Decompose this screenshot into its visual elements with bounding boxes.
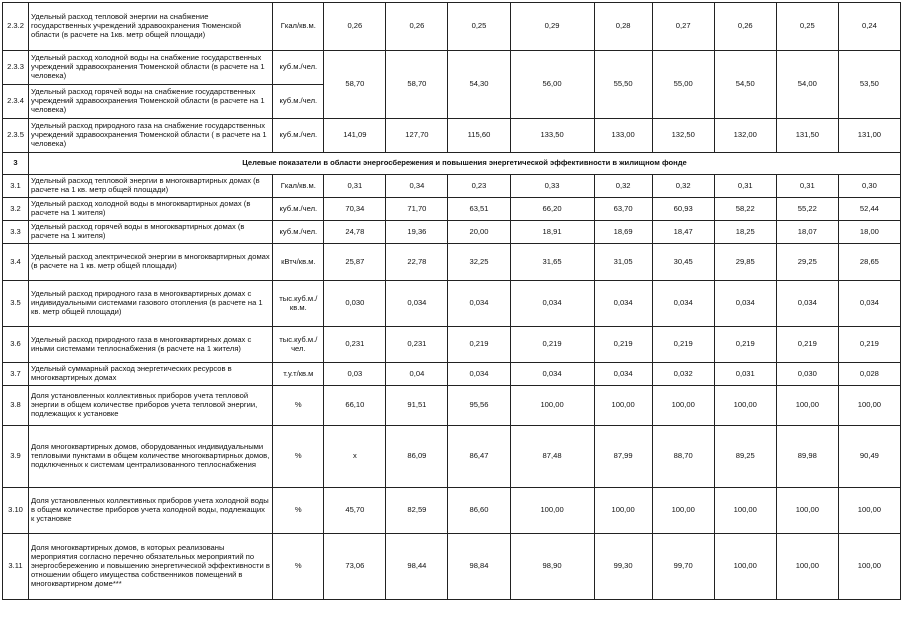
- value-cell: 89,25: [714, 426, 776, 488]
- unit-cell: куб.м./чел.: [273, 221, 324, 244]
- indicator-description: Удельный расход природного газа в многоквартирных домах с индивидуальными системами газового отопления (в расчете на 1 кв. метр общей площади): [29, 281, 273, 327]
- value-cell: 98,90: [510, 534, 594, 600]
- table-row: [3, 244, 901, 281]
- table-row: [3, 175, 901, 198]
- value-cell: 55,22: [776, 198, 838, 221]
- indicator-description: Удельный расход горячей воды в многоквартирных домах (в расчете на 1 жителя): [29, 221, 273, 244]
- value-cell: 29,25: [776, 244, 838, 281]
- value-cell: 55,50: [594, 51, 652, 119]
- unit-cell: куб.м./чел.: [273, 51, 324, 85]
- value-cell: 100,00: [838, 488, 900, 534]
- value-cell: 91,51: [386, 386, 448, 426]
- value-cell: 24,78: [324, 221, 386, 244]
- table-row: [3, 386, 901, 426]
- value-cell: 18,25: [714, 221, 776, 244]
- table-row: [3, 3, 901, 51]
- value-cell: 0,24: [838, 3, 900, 51]
- value-cell: 133,00: [594, 119, 652, 153]
- value-cell: 0,034: [776, 281, 838, 327]
- value-cell: 0,34: [386, 175, 448, 198]
- section-row: [3, 153, 901, 175]
- table-row: [3, 327, 901, 363]
- value-cell: 0,032: [652, 363, 714, 386]
- value-cell: 0,034: [448, 363, 510, 386]
- value-cell: 58,70: [386, 51, 448, 119]
- value-cell: 18,00: [838, 221, 900, 244]
- value-cell: 141,09: [324, 119, 386, 153]
- value-cell: 0,034: [386, 281, 448, 327]
- value-cell: 18,91: [510, 221, 594, 244]
- unit-cell: Гкал/кв.м.: [273, 175, 324, 198]
- row-number: 3.9: [3, 426, 29, 488]
- value-cell: 0,28: [594, 3, 652, 51]
- row-number: 3.3: [3, 221, 29, 244]
- row-number: 3.2: [3, 198, 29, 221]
- value-cell: 71,70: [386, 198, 448, 221]
- value-cell: 89,98: [776, 426, 838, 488]
- value-cell: 19,36: [386, 221, 448, 244]
- value-cell: 0,034: [448, 281, 510, 327]
- row-number: 2.3.2: [3, 3, 29, 51]
- unit-cell: Гкал/кв.м.: [273, 3, 324, 51]
- value-cell: 32,25: [448, 244, 510, 281]
- value-cell: 0,219: [776, 327, 838, 363]
- indicator-description: Удельный расход электрической энергии в многоквартирных домах (в расчете на 1 кв. метр общей площади): [29, 244, 273, 281]
- table-row: [3, 363, 901, 386]
- value-cell: 58,22: [714, 198, 776, 221]
- value-cell: 0,30: [838, 175, 900, 198]
- value-cell: 86,47: [448, 426, 510, 488]
- value-cell: 60,93: [652, 198, 714, 221]
- unit-cell: т.у.т/кв.м: [273, 363, 324, 386]
- value-cell: 100,00: [776, 534, 838, 600]
- row-number: 2.3.3: [3, 51, 29, 85]
- indicator-description: Доля многоквартирных домов, в которых реализованы мероприятия согласно перечню обязательных мероприятий по энергосбережению и повышению энергетической эффективности в отношении общего имущества собственников помещений в многоквартирном доме***: [29, 534, 273, 600]
- value-cell: 56,00: [510, 51, 594, 119]
- value-cell: 0,26: [714, 3, 776, 51]
- value-cell: 0,219: [510, 327, 594, 363]
- value-cell: 87,99: [594, 426, 652, 488]
- value-cell: 0,32: [594, 175, 652, 198]
- value-cell: 98,84: [448, 534, 510, 600]
- value-cell: 20,00: [448, 221, 510, 244]
- value-cell: 0,231: [386, 327, 448, 363]
- unit-cell: тыс.куб.м./чел.: [273, 327, 324, 363]
- row-number: 3.7: [3, 363, 29, 386]
- value-cell: 100,00: [838, 534, 900, 600]
- table-row: [3, 426, 901, 488]
- value-cell: 99,70: [652, 534, 714, 600]
- value-cell: 29,85: [714, 244, 776, 281]
- value-cell: 66,10: [324, 386, 386, 426]
- value-cell: 82,59: [386, 488, 448, 534]
- value-cell: 73,06: [324, 534, 386, 600]
- row-number: 3.6: [3, 327, 29, 363]
- value-cell: 31,65: [510, 244, 594, 281]
- value-cell: 0,034: [510, 363, 594, 386]
- value-cell: 100,00: [594, 386, 652, 426]
- value-cell: 100,00: [652, 386, 714, 426]
- value-cell: 86,09: [386, 426, 448, 488]
- indicator-description: Удельный расход тепловой энергии на снабжение государственных учреждений здравоохранения Тюменской области (в расчете на 1кв. метр общей площади): [29, 3, 273, 51]
- value-cell: 100,00: [776, 488, 838, 534]
- value-cell: 132,50: [652, 119, 714, 153]
- value-cell: 0,034: [594, 281, 652, 327]
- unit-cell: %: [273, 488, 324, 534]
- value-cell: 133,50: [510, 119, 594, 153]
- value-cell: 18,07: [776, 221, 838, 244]
- value-cell: 0,219: [838, 327, 900, 363]
- value-cell: 127,70: [386, 119, 448, 153]
- value-cell: 66,20: [510, 198, 594, 221]
- value-cell: 0,034: [510, 281, 594, 327]
- value-cell: 115,60: [448, 119, 510, 153]
- value-cell: 54,50: [714, 51, 776, 119]
- unit-cell: %: [273, 534, 324, 600]
- value-cell: 0,219: [652, 327, 714, 363]
- unit-cell: %: [273, 386, 324, 426]
- value-cell: 0,31: [324, 175, 386, 198]
- row-number: 3.1: [3, 175, 29, 198]
- indicator-description: Удельный расход холодной воды в многоквартирных домах (в расчете на 1 жителя): [29, 198, 273, 221]
- value-cell: 18,69: [594, 221, 652, 244]
- indicator-description: Удельный расход природного газа на снабжение государственных учреждений здравоохранения Тюменской области ( в расчете на 1 человека): [29, 119, 273, 153]
- value-cell: 18,47: [652, 221, 714, 244]
- value-cell: 0,219: [448, 327, 510, 363]
- unit-cell: куб.м./чел.: [273, 198, 324, 221]
- indicator-description: Удельный расход горячей воды на снабжение государственных учреждений здравоохранения Тюменской области (в расчете на 1 человека): [29, 85, 273, 119]
- value-cell: x: [324, 426, 386, 488]
- value-cell: 100,00: [510, 488, 594, 534]
- value-cell: 0,219: [714, 327, 776, 363]
- value-cell: 54,30: [448, 51, 510, 119]
- value-cell: 131,50: [776, 119, 838, 153]
- section-title: Целевые показатели в области энергосбережения и повышения энергетической эффективности в жилищном фонде: [29, 153, 901, 175]
- value-cell: 0,31: [714, 175, 776, 198]
- table-row: [3, 221, 901, 244]
- value-cell: 53,50: [838, 51, 900, 119]
- value-cell: 0,25: [448, 3, 510, 51]
- unit-cell: куб.м./чел.: [273, 85, 324, 119]
- indicator-description: Удельный расход холодной воды на снабжение государственных учреждений здравоохранения Тюменской области (в расчете на 1 человека): [29, 51, 273, 85]
- indicator-description: Удельный расход тепловой энергии в многоквартирных домах (в расчете на 1 кв. метр общей площади): [29, 175, 273, 198]
- value-cell: 0,27: [652, 3, 714, 51]
- value-cell: 0,231: [324, 327, 386, 363]
- value-cell: 45,70: [324, 488, 386, 534]
- value-cell: 0,23: [448, 175, 510, 198]
- indicator-description: Доля установленных коллективных приборов учета тепловой энергии в общем количестве приборов учета тепловой энергии, подлежащих к установке: [29, 386, 273, 426]
- value-cell: 52,44: [838, 198, 900, 221]
- value-cell: 0,25: [776, 3, 838, 51]
- row-number: 2.3.4: [3, 85, 29, 119]
- value-cell: 100,00: [594, 488, 652, 534]
- value-cell: 54,00: [776, 51, 838, 119]
- value-cell: 90,49: [838, 426, 900, 488]
- table-row: [3, 198, 901, 221]
- row-number: 3.8: [3, 386, 29, 426]
- row-number: 3.11: [3, 534, 29, 600]
- value-cell: 98,44: [386, 534, 448, 600]
- value-cell: 100,00: [714, 534, 776, 600]
- value-cell: 22,78: [386, 244, 448, 281]
- value-cell: 99,30: [594, 534, 652, 600]
- value-cell: 0,219: [594, 327, 652, 363]
- value-cell: 0,028: [838, 363, 900, 386]
- section-number: 3: [3, 153, 29, 175]
- value-cell: 0,26: [324, 3, 386, 51]
- value-cell: 131,00: [838, 119, 900, 153]
- value-cell: 100,00: [510, 386, 594, 426]
- value-cell: 0,33: [510, 175, 594, 198]
- value-cell: 0,034: [652, 281, 714, 327]
- indicators-table: [2, 2, 901, 600]
- value-cell: 95,56: [448, 386, 510, 426]
- value-cell: 86,60: [448, 488, 510, 534]
- value-cell: 28,65: [838, 244, 900, 281]
- row-number: 3.5: [3, 281, 29, 327]
- table-row: [3, 119, 901, 153]
- value-cell: 31,05: [594, 244, 652, 281]
- value-cell: 100,00: [652, 488, 714, 534]
- value-cell: 100,00: [776, 386, 838, 426]
- value-cell: 25,87: [324, 244, 386, 281]
- row-number: 3.4: [3, 244, 29, 281]
- value-cell: 0,034: [714, 281, 776, 327]
- indicator-description: Доля установленных коллективных приборов учета холодной воды в общем количестве приборов учета холодной воды, подлежащих к установке: [29, 488, 273, 534]
- value-cell: 87,48: [510, 426, 594, 488]
- value-cell: 0,031: [714, 363, 776, 386]
- table-row: [3, 51, 901, 85]
- value-cell: 100,00: [714, 386, 776, 426]
- value-cell: 0,030: [324, 281, 386, 327]
- value-cell: 63,51: [448, 198, 510, 221]
- table-row: [3, 281, 901, 327]
- unit-cell: куб.м./чел.: [273, 119, 324, 153]
- value-cell: 0,034: [838, 281, 900, 327]
- table-row: [3, 534, 901, 600]
- unit-cell: кВтч/кв.м.: [273, 244, 324, 281]
- indicator-description: Доля многоквартирных домов, оборудованных индивидуальными тепловыми пунктами в общем количестве многоквартирных домов, подключенных к системам централизованного теплоснабжения: [29, 426, 273, 488]
- value-cell: 0,04: [386, 363, 448, 386]
- value-cell: 63,70: [594, 198, 652, 221]
- table-row: [3, 488, 901, 534]
- value-cell: 100,00: [838, 386, 900, 426]
- value-cell: 88,70: [652, 426, 714, 488]
- value-cell: 55,00: [652, 51, 714, 119]
- row-number: 2.3.5: [3, 119, 29, 153]
- indicator-description: Удельный расход природного газа в многоквартирных домах с иными системами теплоснабжения (в расчете на 1 жителя): [29, 327, 273, 363]
- value-cell: 0,29: [510, 3, 594, 51]
- unit-cell: тыс.куб.м./кв.м.: [273, 281, 324, 327]
- value-cell: 30,45: [652, 244, 714, 281]
- value-cell: 0,03: [324, 363, 386, 386]
- row-number: 3.10: [3, 488, 29, 534]
- value-cell: 0,31: [776, 175, 838, 198]
- unit-cell: %: [273, 426, 324, 488]
- value-cell: 0,030: [776, 363, 838, 386]
- indicator-description: Удельный суммарный расход энергетических ресурсов в многоквартирных домах: [29, 363, 273, 386]
- value-cell: 0,32: [652, 175, 714, 198]
- value-cell: 0,034: [594, 363, 652, 386]
- value-cell: 132,00: [714, 119, 776, 153]
- value-cell: 100,00: [714, 488, 776, 534]
- value-cell: 0,26: [386, 3, 448, 51]
- value-cell: 58,70: [324, 51, 386, 119]
- value-cell: 70,34: [324, 198, 386, 221]
